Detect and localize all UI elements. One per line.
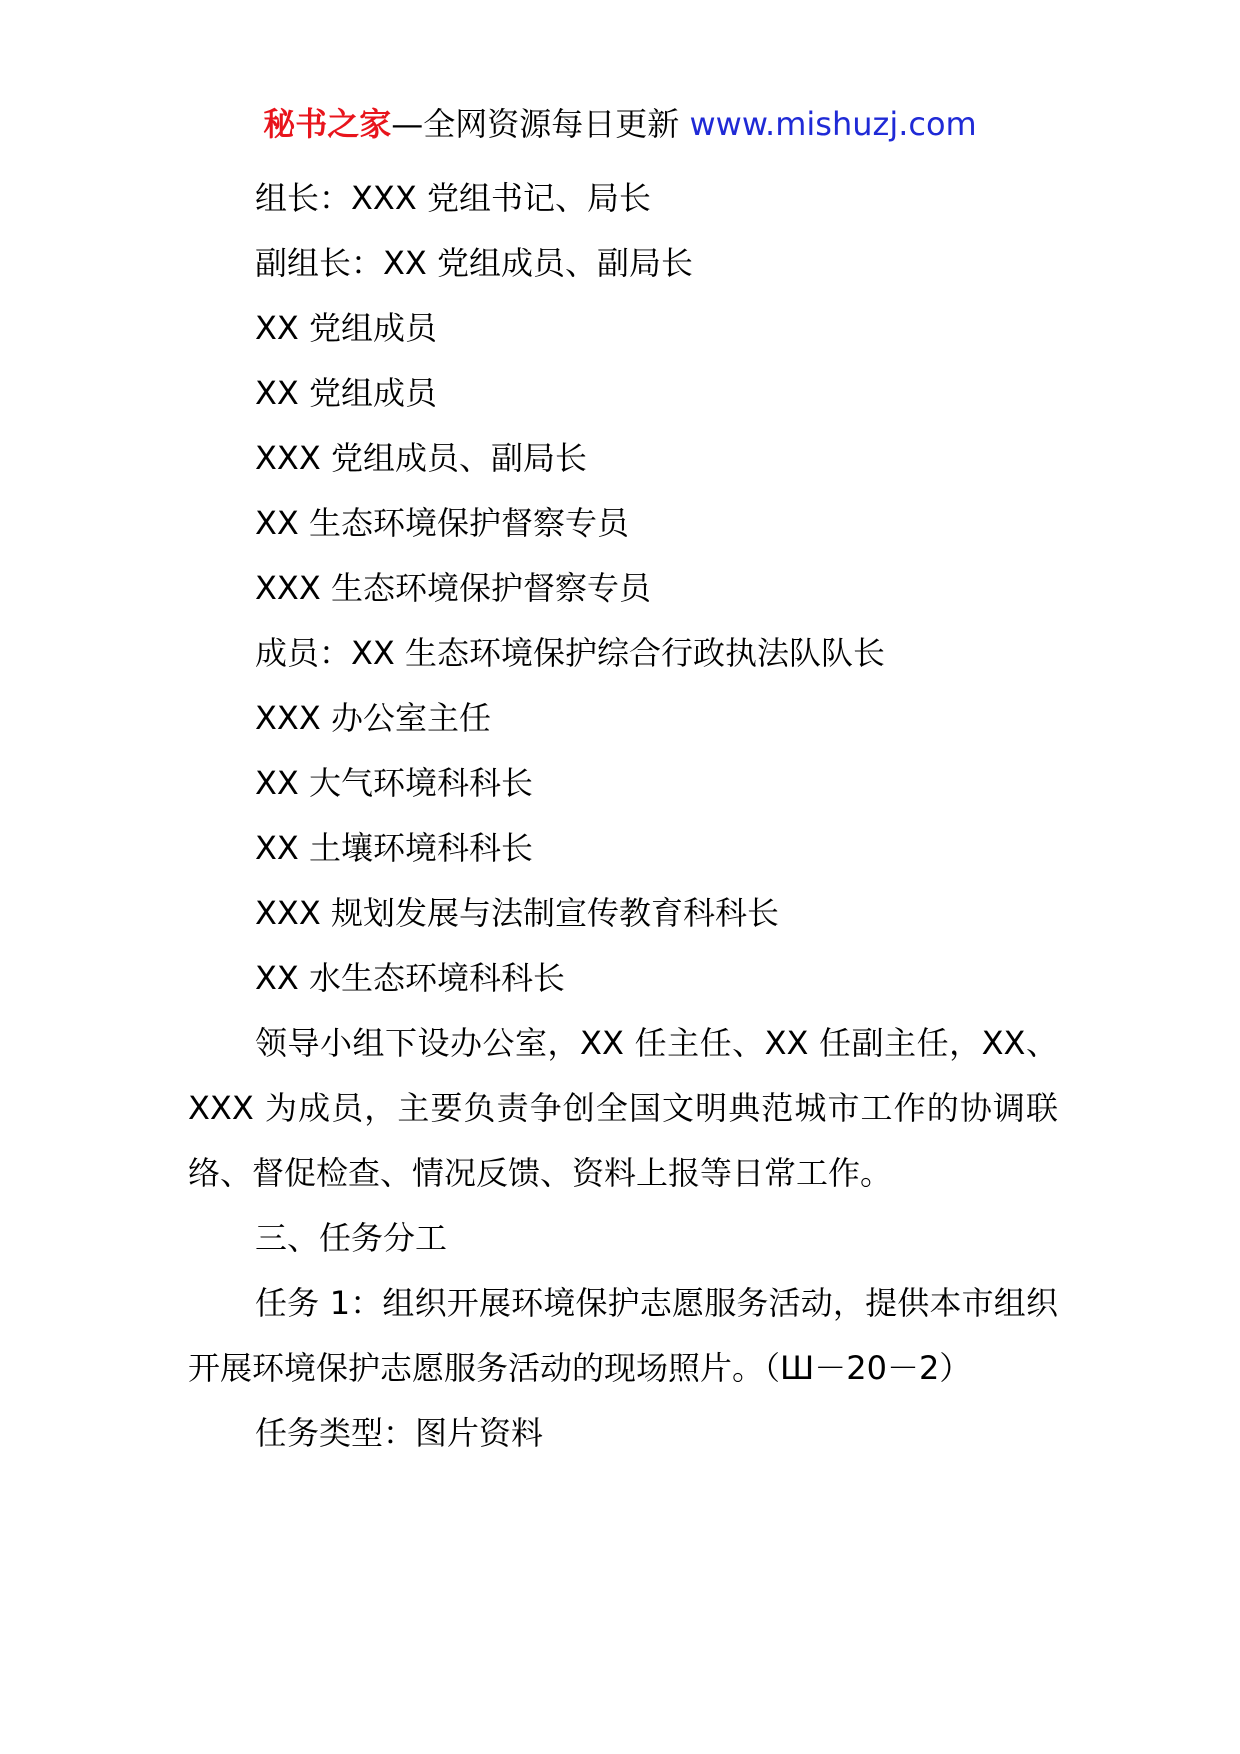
member-line: 成员：XX 生态环境保护综合行政执法队队长 (255, 634, 886, 672)
header-tagline: —全网资源每日更新 (391, 105, 690, 143)
watermark-header (0, 100, 1240, 148)
member-line: XX 党组成员 (255, 309, 438, 347)
member-line: 组长：XXX 党组书记、局长 (255, 179, 651, 217)
task-paragraph: 任务 1：组织开展环境保护志愿服务活动，提供本市组织开展环境保护志愿服务活动的现场照片。（Ш－20－2） (188, 1284, 1058, 1387)
office-paragraph: 领导小组下设办公室，XX 任主任、XX 任副主任，XX、XXX 为成员，主要负责争创全国文明典范城市工作的协调联络、督促检查、情况反馈、资料上报等日常工作。 (188, 1024, 1058, 1192)
member-line: XXX 生态环境保护督察专员 (255, 569, 651, 607)
member-line: 副组长：XX 党组成员、副局长 (255, 244, 694, 282)
document-body (188, 166, 1058, 1466)
header-url[interactable]: www.mishuzj.com (689, 105, 977, 143)
brand-name: 秘书之家 (263, 105, 392, 143)
member-line: XX 大气环境科科长 (255, 764, 534, 802)
member-line: XX 水生态环境科科长 (255, 959, 566, 997)
member-line: XX 党组成员 (255, 374, 438, 412)
member-line: XXX 办公室主任 (255, 699, 491, 737)
member-line: XXX 党组成员、副局长 (255, 439, 587, 477)
section-heading: 三、任务分工 (255, 1219, 448, 1257)
task-type-line: 任务类型：图片资料 (255, 1414, 544, 1452)
member-line: XX 生态环境保护督察专员 (255, 504, 630, 542)
member-line: XXX 规划发展与法制宣传教育科科长 (255, 894, 779, 932)
member-line: XX 土壤环境科科长 (255, 829, 534, 867)
